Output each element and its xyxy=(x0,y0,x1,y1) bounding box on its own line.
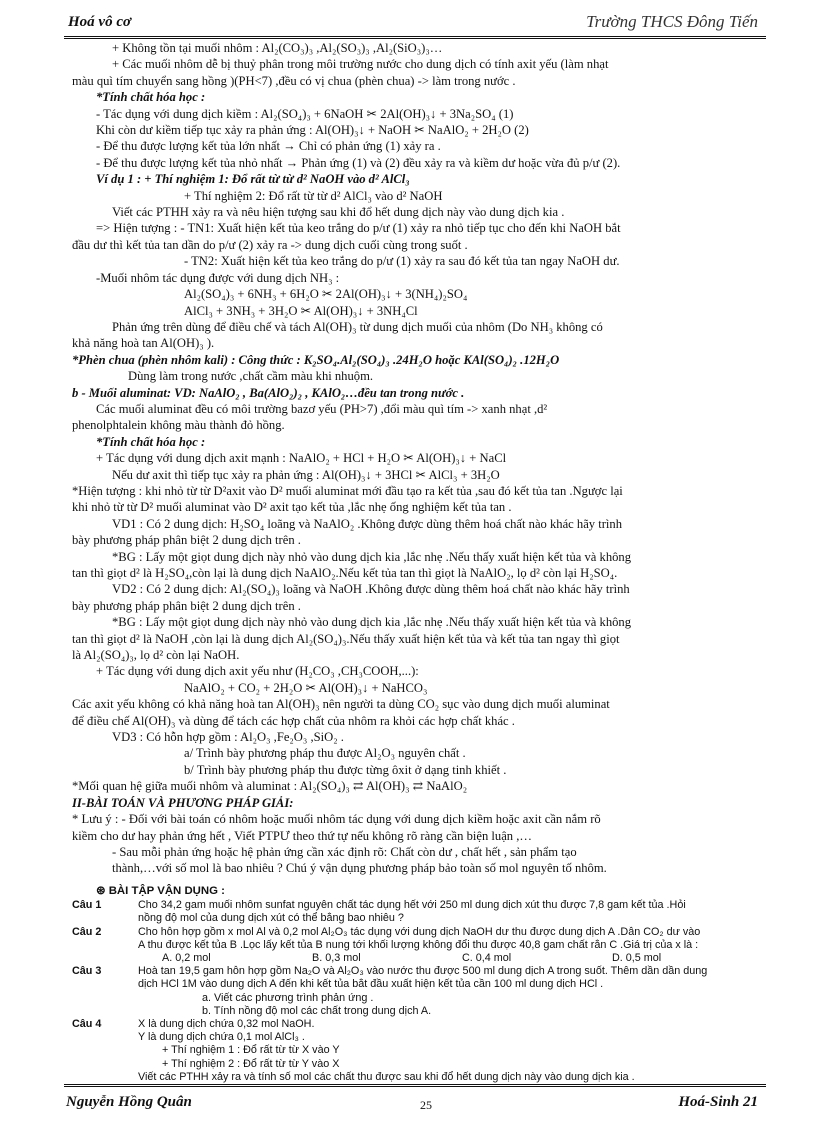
answer-line: *BG : Lấy một giọt dung dịch này nhỏ vào dung dịch kia ,lắc nhẹ .Nếu thấy xuất hiện kết tủa và không xyxy=(112,549,632,564)
exercise-item xyxy=(72,1018,762,1084)
body-line: Dùng làm trong nước ,chất cầm màu khi nhuộm. xyxy=(128,369,374,384)
exercises-heading: ⊛ BÀI TẬP VẬN DỤNG : xyxy=(96,884,225,897)
body-line: đầu dư thì kết tủa tan dần do p/ư (2) xảy ra -> dung dịch cuối cùng trong suốt . xyxy=(72,237,468,252)
equation-line: + Tác dụng với dung dịch axit mạnh : NaAlO₂ + HCl + H₂O ✂ Al(OH)₃↓ + NaCl xyxy=(96,451,507,466)
section-heading: II-BÀI TOÁN VÀ PHƯƠNG PHÁP GIẢI: xyxy=(72,795,294,810)
option-d: D. 0,5 mol xyxy=(612,951,662,964)
body-line: bày phương pháp phân biệt 2 dung dịch trên . xyxy=(72,533,301,548)
body-line: - Sau mỗi phản ứng hoặc hệ phản ứng cần xác định rõ: Chất còn dư , chất hết , sản phẩm tạo xyxy=(112,844,577,859)
body-line: Các axit yếu không có khả năng hoà tan Al(OH)₃ nên người ta dùng CO₂ sục vào dung dịch muối aluminat xyxy=(72,697,610,712)
equation-line: Al₂(SO₄)₃ + 6NH₃ + 6H₂O ✂ 2Al(OH)₃↓ + 3(NH₄)₂SO₄ xyxy=(184,287,468,302)
exercise-options xyxy=(138,952,762,965)
exercise-item xyxy=(72,965,762,1018)
exercise-label: Câu 2 xyxy=(72,925,102,938)
body-line: Phản ứng trên dùng để điều chế và tách Al(OH)₃ từ dung dịch muối của nhôm (Do NH₃ không có xyxy=(112,319,603,334)
body-line: khả năng hoà tan Al(OH)₃ ). xyxy=(72,336,215,351)
header-right-school: Trường THCS Đông Tiến xyxy=(586,12,758,31)
body-line: + Tác dụng với dung dịch axit yếu như (H₂CO₃ ,CH₃COOH,...): xyxy=(96,664,419,679)
section-heading: b - Muối aluminat: VD: NaAlO₂ , Ba(AlO₂)₂ , KAlO₂…đều tan trong nước . xyxy=(72,385,465,400)
exercise-line: dịch HCl 1M vào dung dịch A đến khi kết tủa bắt đầu xuất hiện kết tủa cần 100 ml dung dịch HCl . xyxy=(138,978,604,991)
exercise-line: X là dung dịch chứa 0,32 mol NaOH. xyxy=(138,1017,315,1030)
body-line: tan thì giọt d² là NaOH ,còn lại là dung dịch Al₂(SO₄)₃.Nếu thấy xuất hiện kết tủa và kết tủa tan ngay thì giọt xyxy=(72,631,620,646)
equation-line: - Tác dụng với dung dịch kiềm : Al₂(SO₄)₃ + 6NaOH ✂ 2Al(OH)₃↓ + 3Na₂SO₄ (1) xyxy=(96,106,514,121)
exercise-line: Viết các PTHH xảy ra và tính số mol các chất thu được sau khi đổ hết dung dịch này vào dung dịch kia . xyxy=(138,1070,635,1083)
exercise-line: Y là dung dịch chứa 0,1 mol AlCl₃ . xyxy=(138,1031,305,1044)
body-line: + Các muối nhôm dễ bị thuỷ phân trong môi trường nước cho dung dịch có tính axit yếu (làm nhạt xyxy=(112,57,609,72)
body-line: - Để thu được lượng kết tủa lớn nhất → Chỉ có phản ứng (1) xảy ra . xyxy=(96,139,441,154)
body-line: - TN2: Xuất hiện kết tủa keo trắng do p/ư (1) xảy ra sau đó kết tủa tan ngay NaOH dư. xyxy=(184,254,620,269)
option-a: A. 0,2 mol xyxy=(162,951,211,964)
footer-rule xyxy=(64,1084,766,1087)
body-line: *Hiện tượng : khi nhỏ từ từ D²axit vào D² muối aluminat mới đầu tạo ra kết tủa ,sau đó kết tủa tan .Ngược lại xyxy=(72,483,623,498)
body-line: bày phương pháp phân biệt 2 dung dịch trên . xyxy=(72,598,301,613)
body-line: => Hiện tượng : - TN1: Xuất hiện kết tủa keo trắng do p/ư (1) xảy ra nhỏ tiếp tục cho đến khi NaOH bắt xyxy=(96,221,621,236)
exercise-line: nồng độ mol của dung dịch xút có thể bằng bao nhiêu ? xyxy=(138,912,404,925)
example-heading: Ví dụ 1 : + Thí nghiệm 1: Đổ rất từ từ d² NaOH vào d² AlCl₃ xyxy=(96,172,410,187)
example-line: VD3 : Có hỗn hợp gồm : Al₂O₃ ,Fe₂O₃ ,SiO₂ . xyxy=(112,730,344,745)
example-line: VD1 : Có 2 dung dịch: H₂SO₄ loãng và NaAlO₂ .Không được dùng thêm hoá chất nào khác hãy trình xyxy=(112,516,623,531)
equation-line: AlCl₃ + 3NH₃ + 3H₂O ✂ Al(OH)₃↓ + 3NH₄Cl xyxy=(184,303,418,318)
example-line: VD2 : Có 2 dung dịch: Al₂(SO₄)₃ loãng và NaOH .Không được dùng thêm hoá chất nào khác hãy trình xyxy=(112,582,630,597)
body-line: + Không tồn tại muối nhôm : Al₂(CO₃)₃ ,Al₂(SO₃)₃ ,Al₂(SiO₃)₃… xyxy=(112,41,443,55)
equation-line: NaAlO₂ + CO₂ + 2H₂O ✂ Al(OH)₃↓ + NaHCO₃ xyxy=(184,680,428,695)
body-line: tan thì giọt d² là H₂SO₄,còn lại là dung dịch NaAlO₂.Nếu kết tủa tan thì giọt là NaAlO₂, lọ d² còn lại H₂SO₄. xyxy=(72,566,618,580)
answer-line: *BG : Lấy một giọt dung dịch này nhỏ vào dung dịch kia ,lắc nhẹ .Nếu thấy xuất hiện kết tủa và không xyxy=(112,615,632,630)
body-line: -Muối nhôm tác dụng được với dung dịch NH₃ : xyxy=(96,270,340,285)
footer-subject: Hoá-Sinh 21 xyxy=(678,1094,758,1110)
exercise-line: a. Viết các phương trình phản ứng . xyxy=(202,991,374,1004)
exercise-item xyxy=(72,899,762,925)
equation-line: Nếu dư axit thì tiếp tục xảy ra phản ứng : Al(OH)₃↓ + 3HCl ✂ AlCl₃ + 3H₂O xyxy=(112,467,500,482)
body-line: để điều chế Al(OH)₃ và dùng để tách các hợp chất của nhôm ra khỏi các hợp chất khác . xyxy=(72,713,515,728)
body-line: Viết các PTHH xảy ra và nêu hiện tượng sau khi đổ hết dung dịch này vào dung dịch kia . xyxy=(112,205,565,220)
exercise-line: Cho 34,2 gam muối nhôm sunfat nguyên chất tác dụng hết với 250 ml dung dịch xút thu được 7,8 gam kết tủa .Hỏi xyxy=(138,899,686,912)
page-number: 25 xyxy=(420,1098,432,1112)
header-left-title: Hoá vô cơ xyxy=(68,14,132,30)
exercise-line: Cho hỗn hợp gồm x mol Al và 0,2 mol Al₂O₃ tác dụng với dung dịch NaOH dư thu được dung dịch A .Dẫn CO₂ dư vào xyxy=(138,925,701,938)
body-line: *Mối quan hệ giữa muối nhôm và aluminat : Al₂(SO₄)₃ ⇄ Al(OH)₃ ⇄ NaAlO₂ xyxy=(72,779,468,794)
section-heading: *Tính chất hóa học : xyxy=(96,90,206,105)
section-heading: *Tính chất hóa học : xyxy=(96,434,206,449)
body-line: kiềm cho dư hay phản ứng hết , Viết PTPƯ theo thứ tự nếu không rõ ràng cần biện luận ,… xyxy=(72,828,532,843)
body-line: b/ Trình bày phương pháp thu được từng ôxit ở dạng tinh khiết . xyxy=(184,762,507,777)
exercise-line: + Thí nghiệm 2 : Đổ rất từ từ Y vào X xyxy=(162,1057,340,1070)
section-heading: *Phèn chua (phèn nhôm kali) : Công thức : K₂SO₄.Al₂(SO₄)₃ .24H₂O hoặc KAl(SO₄)₂ .12H₂O xyxy=(72,352,560,367)
body-line: là Al₂(SO₄)₃, lọ d² còn lại NaOH. xyxy=(72,648,240,663)
exercise-label: Câu 4 xyxy=(72,1017,102,1030)
option-c: C. 0,4 mol xyxy=(462,951,512,964)
exercise-label: Câu 3 xyxy=(72,965,102,978)
exercise-line: b. Tính nồng độ mol các chất trong dung dịch A. xyxy=(202,1004,432,1017)
body-line: thành,…với số mol là bao nhiêu ? Chú ý vận dụng phương pháp bảo toàn số mol nguyên tố nhôm. xyxy=(112,861,607,876)
body-line: Các muối aluminat đều có môi trường bazơ yếu (PH>7) ,đổi màu quì tím -> xanh nhạt ,d² xyxy=(96,401,548,416)
exercise-item xyxy=(72,926,762,966)
header-rule xyxy=(64,36,766,39)
body-line: * Lưu ý : - Đối với bài toán có nhôm hoặc muối nhôm tác dụng với dung dịch kiềm hoặc axit cần nắm rõ xyxy=(72,812,601,827)
equation-line: Khi còn dư kiềm tiếp tục xảy ra phản ứng : Al(OH)₃↓ + NaOH ✂ NaAlO₂ + 2H₂O (2) xyxy=(96,123,529,138)
exercise-label: Câu 1 xyxy=(72,899,102,912)
exercise-line: + Thí nghiệm 1 : Đổ rất từ từ X vào Y xyxy=(162,1044,340,1057)
option-b: B. 0,3 mol xyxy=(312,951,361,964)
body-line: + Thí nghiệm 2: Đổ rất từ từ d² AlCl₃ vào d² NaOH xyxy=(184,188,443,203)
body-line: - Để thu được lượng kết tủa nhỏ nhất → Phản ứng (1) và (2) đều xảy ra và kiềm dư hoặc vừa đủ p/ư (2). xyxy=(96,155,621,170)
footer-author: Nguyễn Hồng Quân xyxy=(66,1094,192,1110)
exercise-line: Hoà tan 19,5 gam hỗn hợp gồm Na₂O và Al₂O₃ vào nước thu được 500 ml dung dịch A trong suốt. Thêm dần dần dung xyxy=(138,965,708,978)
page-body xyxy=(72,40,762,1084)
body-line: phenolphtalein không màu thành đỏ hồng. xyxy=(72,418,285,433)
body-line: màu quì tím chuyển sang hồng )(PH<7) ,đều có vị chua (phèn chua) -> làm trong nước . xyxy=(72,73,516,88)
body-line: khi nhỏ từ từ D² muối aluminat vào D² axit tạo kết tủa ,lắc nhẹ ống nghiệm kết tủa tan . xyxy=(72,500,512,515)
body-line: a/ Trình bày phương pháp thu được Al₂O₃ nguyên chất . xyxy=(184,746,466,761)
exercise-line: A thu được kết tủa B .Lọc lấy kết tủa B nung tới khối lượng không đổi thu được 40,8 gam chất rắn C .Giá trị của x là : xyxy=(138,938,699,951)
